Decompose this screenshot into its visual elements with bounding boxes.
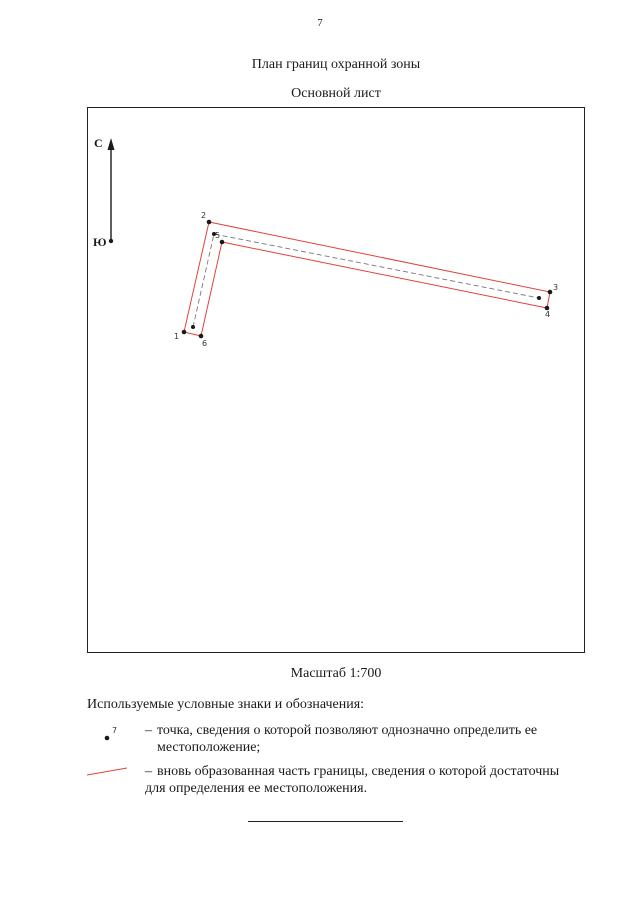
legend-line: местоположение;: [157, 740, 261, 755]
page-subtitle: Основной лист: [291, 86, 381, 101]
map-frame: [87, 107, 585, 653]
point-label-5: 5: [215, 231, 221, 240]
boundary-plan: [88, 108, 586, 654]
boundary-point-5: [220, 240, 225, 245]
axis-line: [193, 234, 539, 327]
boundary-point-1: [182, 330, 187, 335]
point-symbol-icon: [87, 722, 147, 756]
north-label: С: [94, 136, 103, 150]
boundary-point-3: [548, 290, 553, 295]
axis-point: [537, 296, 541, 300]
axis-point: [191, 325, 195, 329]
boundary-point-2: [207, 220, 212, 225]
legend-line: вновь образованная часть границы, сведения о которой достаточны: [157, 764, 560, 779]
signature-line: [248, 821, 403, 822]
scale-label: Масштаб 1:700: [290, 666, 382, 681]
legend-dash: –: [145, 723, 152, 738]
south-label: Ю: [93, 235, 107, 249]
north-arrow-icon: [108, 138, 115, 243]
page-title: План границ охранной зоны: [251, 57, 421, 72]
legend-title: Используемые условные знаки и обозначения:: [87, 697, 365, 712]
point-label-3: 3: [553, 283, 559, 292]
boundary-point-6: [199, 334, 204, 339]
boundary-line-icon: [87, 763, 147, 797]
point-label-1: 1: [174, 332, 180, 341]
page-number: 7: [317, 17, 323, 29]
legend-line: для определения ее местоположения.: [145, 781, 368, 796]
point-label-6: 6: [202, 339, 208, 348]
legend-line: точка, сведения о которой позволяют однозначно определить ее: [157, 723, 538, 738]
point-label-2: 2: [201, 211, 207, 220]
legend-point-label: 7: [112, 726, 118, 735]
point-label-4: 4: [545, 310, 551, 319]
legend-dash: –: [145, 764, 152, 779]
